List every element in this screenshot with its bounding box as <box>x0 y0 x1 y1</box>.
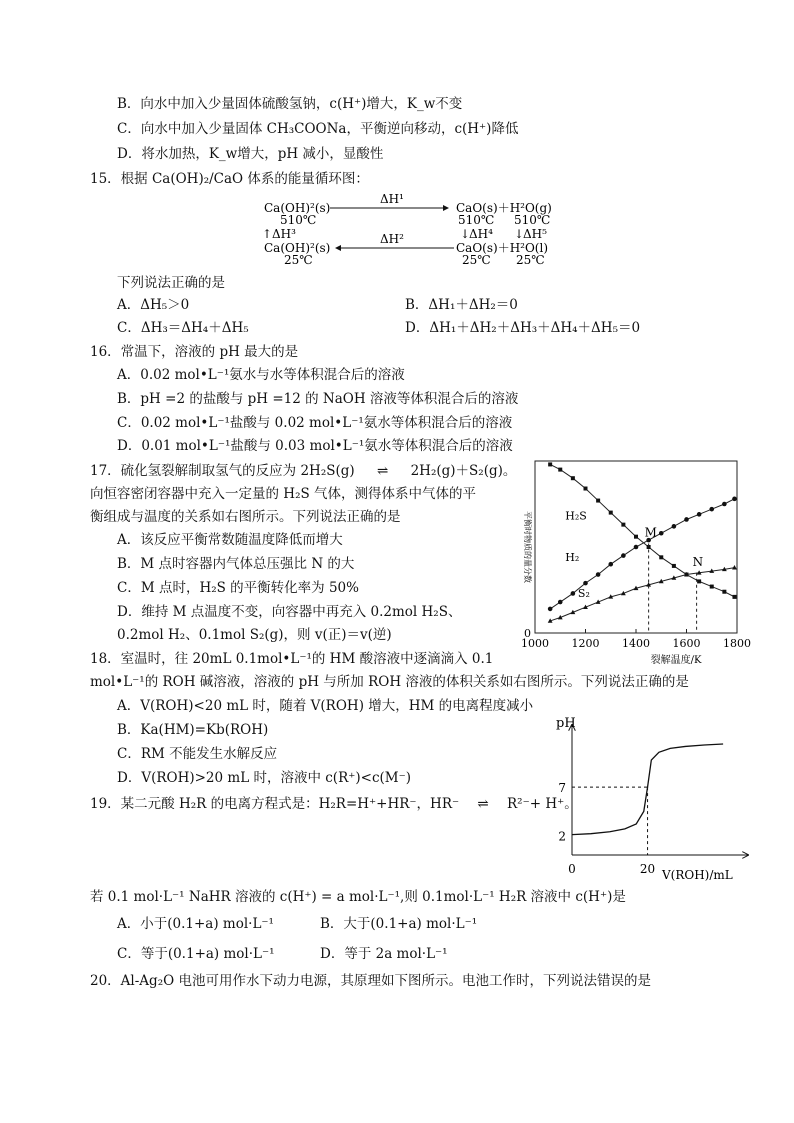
x-tick-label: 1600 <box>672 637 701 650</box>
cycle-top-right: CaO(s)＋H²O(g) <box>456 201 552 215</box>
data-point <box>608 562 613 567</box>
data-point <box>722 590 726 594</box>
data-point <box>609 511 613 515</box>
cycle-top-right-temp2: 510℃ <box>514 213 551 227</box>
q17-option-b[interactable]: B．M 点时容器内气体总压强比 N 的大 <box>117 556 355 572</box>
cycle-bot-left-temp: 25℃ <box>284 253 313 267</box>
x-tick-label: 1000 <box>521 637 549 650</box>
cycle-bot-right: CaO(s)＋H²O(l) <box>456 241 549 255</box>
data-point <box>684 517 689 522</box>
q15-prompt: 下列说法正确的是 <box>117 275 225 291</box>
cycle-top-right-temp1: 510℃ <box>458 213 495 227</box>
data-point <box>548 462 552 466</box>
cycle-bot-right-temp2: 25℃ <box>516 253 545 267</box>
series-label: H₂S <box>565 509 587 523</box>
cycle-dh1: ΔH¹ <box>380 192 404 206</box>
x-tick-label: 0 <box>568 862 576 876</box>
q17-option-d-line2: 0.2mol H₂、0.1mol S₂(g)，则 v(正)＝v(逆) <box>117 627 392 643</box>
data-point <box>697 512 702 517</box>
q16-stem: 16．常温下，溶液的 pH 最大的是 <box>90 344 299 360</box>
q16-option-c[interactable]: C．0.02 mol•L⁻¹盐酸与 0.02 mol•L⁻¹氨水等体积混合后的溶液 <box>117 415 513 431</box>
cycle-bot-left: Ca(OH)²(s) <box>264 241 331 255</box>
q18-option-d[interactable]: D．V(ROH)>20 mL 时，溶液中 c(R⁺)<c(M⁻) <box>117 770 411 786</box>
q19-option-b[interactable]: B．大于(0.1+a) mol·L⁻¹ <box>320 916 478 932</box>
data-point <box>709 507 714 512</box>
data-point <box>584 487 588 491</box>
q16-option-b[interactable]: B．pH =2 的盐酸与 pH =12 的 NaOH 溶液等体积混合后的溶液 <box>117 391 519 407</box>
data-point <box>732 565 737 569</box>
data-point <box>596 499 600 503</box>
q17-option-d-line1[interactable]: D．维持 M 点温度不变，向容器中再充入 0.2mol H₂S、 <box>117 604 462 620</box>
q18-line2: mol•L⁻¹的 ROH 碱溶液，溶液的 pH 与所加 ROH 溶液的体积关系如右图所示。下列说法正确的是 <box>90 674 689 690</box>
series-line-0 <box>550 464 734 596</box>
data-point <box>571 476 575 480</box>
q19-line1b: R²⁻+ H⁺。 <box>507 796 578 812</box>
energy-cycle-diagram <box>258 190 558 272</box>
data-point <box>672 564 676 568</box>
q15-option-b[interactable]: B．ΔH₁＋ΔH₂＝0 <box>405 297 518 313</box>
q18-option-c[interactable]: C．RM 不能发生水解反应 <box>117 746 278 762</box>
x-axis-label: 裂解温度/K <box>650 655 702 665</box>
data-point <box>659 531 664 536</box>
cycle-down-arrow-2: ↓ <box>514 227 525 241</box>
cycle-up-arrow: ↑ <box>262 227 273 241</box>
q17-option-c[interactable]: C．M 点时，H₂S 的平衡转化率为 50% <box>117 580 359 596</box>
data-point <box>621 523 625 527</box>
data-point <box>583 581 588 586</box>
q17-line1b: 2H₂(g)＋S₂(g)。 <box>410 463 517 479</box>
q18-line1: 18．室温时，往 20mL 0.1mol•L⁻¹的 HM 酸溶液中逐滴滴入 0.1 <box>90 651 494 667</box>
point-label: N <box>692 554 704 569</box>
q15-option-a[interactable]: A．ΔH₅＞0 <box>117 297 190 313</box>
equilibrium-arrow-icon: ⇌ <box>477 796 489 812</box>
q17-line2: 向恒容密闭容器中充入一定量的 H₂S 气体，测得体系中气体的平 <box>90 486 477 502</box>
q19-option-d[interactable]: D．等于 2a mol·L⁻¹ <box>320 946 448 962</box>
y-axis-label: pH <box>556 716 576 731</box>
data-point <box>621 553 626 558</box>
x-tick-label: 1800 <box>723 637 751 650</box>
cycle-dh3: ΔH³ <box>272 227 296 241</box>
equilibrium-composition-chart <box>505 455 755 665</box>
q19-line1 <box>90 795 578 813</box>
q16-option-d[interactable]: D．0.01 mol•L⁻¹盐酸与 0.03 mol•L⁻¹氨水等体积混合后的溶液 <box>117 438 513 454</box>
q14-option-c[interactable]: C．向水中加入少量固体 CH₃COONa，平衡逆向移动，c(H⁺)降低 <box>117 121 519 137</box>
cycle-bot-right-temp1: 25℃ <box>462 253 491 267</box>
x-tick-label: 20 <box>639 862 656 876</box>
data-point <box>697 579 701 583</box>
data-point <box>722 502 727 507</box>
series-label: H₂ <box>565 550 580 564</box>
cycle-top-left: Ca(OH)²(s) <box>264 201 331 215</box>
cycle-dh4: ΔH⁴ <box>469 227 493 241</box>
y-tick-label: 2 <box>558 829 566 844</box>
q15-stem: 15．根据 Ca(OH)₂/CaO 体系的能量循环图： <box>90 171 369 187</box>
data-point <box>732 497 737 502</box>
cycle-top-left-temp: 510℃ <box>280 213 317 227</box>
cycle-down-arrow-1: ↓ <box>460 227 471 241</box>
q17-line3: 衡组成与温度的关系如右图所示。下列说法正确的是 <box>90 509 401 525</box>
q14-option-b[interactable]: B．向水中加入少量固体硫酸氢钠，c(H⁺)增大，K_w不变 <box>117 96 463 112</box>
q20-stem: 20．Al-Ag₂O 电池可用作水下动力电源，其原理如下图所示。电池工作时，下列说法错误的是 <box>90 973 651 989</box>
data-point <box>710 585 714 589</box>
q14-option-d[interactable]: D．将水加热，K_w增大，pH 减小，显酸性 <box>117 146 384 162</box>
q15-option-d[interactable]: D．ΔH₁＋ΔH₂＋ΔH₃＋ΔH₄＋ΔH₅＝0 <box>405 320 641 336</box>
q19-option-c[interactable]: C．等于(0.1+a) mol·L⁻¹ <box>117 946 275 962</box>
equilibrium-arrow-icon: ⇌ <box>376 463 389 479</box>
q19-line1a: 19．某二元酸 H₂R 的电离方程式是：H₂R=H⁺+HR⁻，HR⁻ <box>90 796 460 812</box>
q18-option-a[interactable]: A．V(ROH)<20 mL 时，随着 V(ROH) 增大，HM 的电离程度减小 <box>117 698 534 714</box>
q15-option-c[interactable]: C．ΔH₃＝ΔH₄＋ΔH₅ <box>117 320 249 336</box>
data-point <box>548 607 553 612</box>
q17-option-a[interactable]: A．该反应平衡常数随温度降低而增大 <box>117 532 343 548</box>
data-point <box>634 535 638 539</box>
data-point <box>571 591 576 596</box>
point-label: M <box>644 525 657 540</box>
y-tick-label: 7 <box>558 781 566 796</box>
series-label: S₂ <box>577 586 590 600</box>
q19-line2: 若 0.1 mol·L⁻¹ NaHR 溶液的 c(H⁺) = a mol·L⁻¹,则 0.1mol·L⁻¹ H₂R 溶液中 c(H⁺)是 <box>90 889 626 905</box>
q16-option-a[interactable]: A．0.02 mol•L⁻¹氨水与水等体积混合后的溶液 <box>117 367 405 383</box>
q18-option-b[interactable]: B．Ka(HM)=Kb(ROH) <box>117 722 269 738</box>
cycle-dh5: ΔH⁵ <box>523 227 547 241</box>
q17-line1a: 17．硫化氢裂解制取氢气的反应为 2H₂S(g) <box>90 463 355 479</box>
y-axis-label: 平衡时物质的量分数 <box>523 511 532 583</box>
x-tick-label: 1400 <box>622 637 650 650</box>
data-point <box>596 572 601 577</box>
data-point <box>659 555 663 559</box>
data-point <box>558 600 563 605</box>
data-point <box>732 595 736 599</box>
cycle-dh2: ΔH² <box>380 232 404 246</box>
data-point <box>558 468 562 472</box>
data-point <box>672 524 677 529</box>
data-point <box>634 545 639 550</box>
x-tick-label: 1200 <box>571 637 600 650</box>
q19-option-a[interactable]: A．小于(0.1+a) mol·L⁻¹ <box>117 916 274 932</box>
x-axis-label: V(ROH)/mL <box>662 868 733 882</box>
q17-line1 <box>90 462 516 480</box>
y-tick-label: 0 <box>524 627 531 640</box>
